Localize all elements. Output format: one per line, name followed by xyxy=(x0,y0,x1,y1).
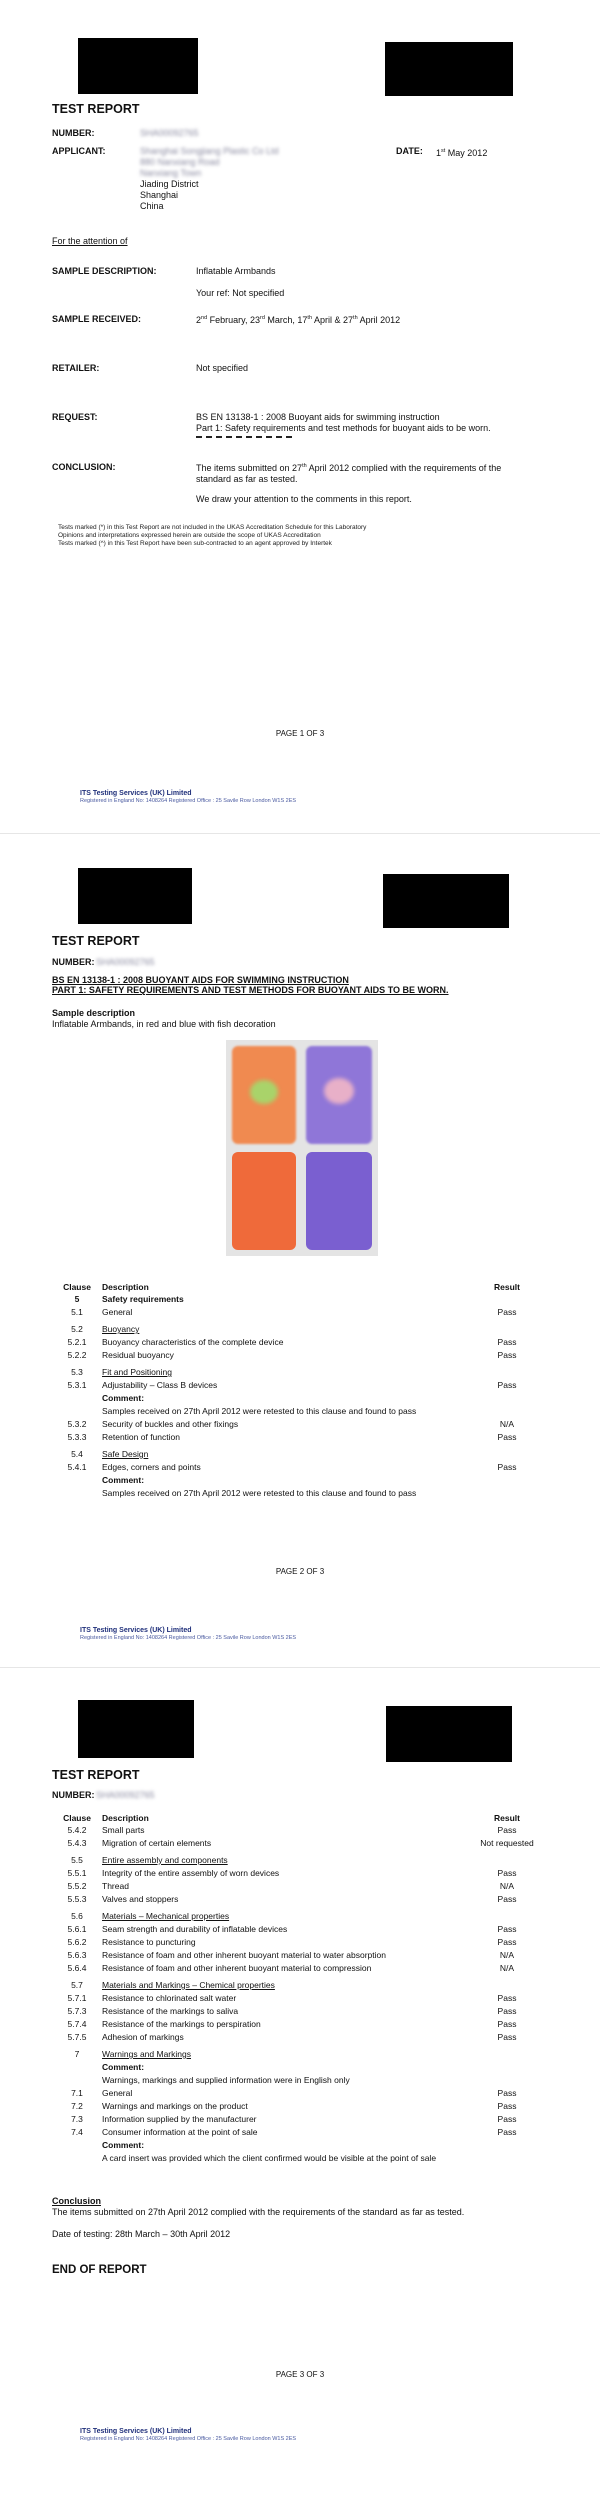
footer xyxy=(80,1627,296,1641)
clause-cell: 5.2 xyxy=(71,1324,83,1334)
applicant-label: APPLICANT: xyxy=(52,146,106,156)
fish-decoration-icon xyxy=(250,1080,278,1104)
page-number: PAGE 3 OF 3 xyxy=(275,2370,325,2379)
description-cell: Resistance of foam and other inherent buoyant material to compression xyxy=(102,1963,372,1973)
table-row xyxy=(52,1380,552,1393)
table-row xyxy=(52,2140,552,2153)
table-row xyxy=(52,2045,552,2062)
conclusion-label: CONCLUSION: xyxy=(52,462,116,472)
table-row xyxy=(52,1419,552,1432)
report-number-redacted: SHA00092765 xyxy=(96,957,155,967)
table-row xyxy=(52,1976,552,1993)
footer-registered: Registered in England No: 1408264 Registered Office : 25 Savile Row London W1S 2ES xyxy=(80,798,297,804)
clause-cell xyxy=(52,1406,102,1419)
result-header: Result xyxy=(494,1281,520,1292)
clause-cell xyxy=(52,2075,102,2088)
armband-blue-bottom xyxy=(306,1152,372,1250)
report-page-1 xyxy=(0,0,600,834)
standard-title: BS EN 13138-1 : 2008 BUOYANT AIDS FOR SWIMMING INSTRUCTION PART 1: SAFETY REQUIREMENTS AND TEST METHODS FOR BUOYANT AIDS TO BE WORN. xyxy=(52,975,449,995)
clause-cell: 7 xyxy=(74,2049,80,2059)
clause-cell: 7.4 xyxy=(71,2127,83,2137)
result-cell xyxy=(462,1445,552,1462)
dashed-rule xyxy=(196,436,292,438)
result-cell xyxy=(462,2140,552,2153)
description-cell: Resistance of foam and other inherent buoyant material to water absorption xyxy=(102,1950,386,1960)
clause-cell: 5.2.1 xyxy=(67,1337,87,1347)
result-cell: Pass xyxy=(497,1380,517,1390)
report-page-2 xyxy=(0,834,600,1668)
table-row xyxy=(52,2088,552,2101)
result-cell: Pass xyxy=(497,2019,517,2029)
description-cell: Materials – Mechanical properties xyxy=(102,1911,230,1921)
result-cell xyxy=(462,1976,552,1993)
result-cell: Pass xyxy=(497,1432,517,1442)
clause-cell xyxy=(52,1488,102,1501)
description-cell: Samples received on 27th April 2012 were retested to this clause and found to pass xyxy=(102,1488,417,1498)
description-cell: Security of buckles and other fixings xyxy=(102,1419,239,1429)
description-cell: Comment: xyxy=(102,2140,145,2150)
result-cell: Pass xyxy=(497,2114,517,2124)
end-of-report: END OF REPORT xyxy=(52,2264,147,2276)
table-row xyxy=(52,2019,552,2032)
conclusion-text: The items submitted on 27th April 2012 complied with the requirements of the standard as far as tested. xyxy=(52,2207,465,2217)
clause-cell: 5.3.3 xyxy=(67,1432,87,1442)
page-title: TEST REPORT xyxy=(52,934,140,948)
description-cell: Fit and Positioning xyxy=(102,1367,172,1377)
attention-line: For the attention of xyxy=(52,236,128,246)
clause-cell xyxy=(52,2153,102,2166)
description-cell: Comment: xyxy=(102,1475,145,1485)
clause-cell xyxy=(52,2062,102,2075)
clause-cell: 7.2 xyxy=(71,2101,83,2111)
clause-cell: 5.7.4 xyxy=(67,2019,87,2029)
result-cell: Pass xyxy=(497,2101,517,2111)
description-cell: Thread xyxy=(102,1881,129,1891)
conclusion-text: The items submitted on 27th April 2012 complied with the requirements of the standard as far as tested. xyxy=(196,463,502,484)
clause-cell: 5.4 xyxy=(71,1449,83,1459)
table-row xyxy=(52,1963,552,1976)
result-cell xyxy=(462,2075,552,2088)
table-row xyxy=(52,2101,552,2114)
table-row xyxy=(52,1907,552,1924)
sample-received-dates: 2nd February, 23rd March, 17th April & 27th April 2012 xyxy=(196,315,401,325)
description-cell: Comment: xyxy=(102,1393,145,1403)
table-row xyxy=(52,1320,552,1337)
table-row xyxy=(52,1868,552,1881)
result-cell: Not requested xyxy=(480,1838,534,1848)
redacted-logo-right xyxy=(385,42,513,96)
description-cell: Migration of certain elements xyxy=(102,1838,212,1848)
footer xyxy=(80,790,296,804)
description-cell: General xyxy=(102,2088,133,2098)
page-title: TEST REPORT xyxy=(52,102,140,116)
table-row xyxy=(52,1350,552,1363)
result-cell xyxy=(462,1320,552,1337)
description-cell: Entire assembly and components xyxy=(102,1855,228,1865)
description-cell: Safe Design xyxy=(102,1449,149,1459)
your-ref: Your ref: Not specified xyxy=(196,288,285,298)
clause-cell: 5.4.3 xyxy=(67,1838,87,1848)
footer-registered: Registered in England No: 1408264 Registered Office : 25 Savile Row London W1S 2ES xyxy=(80,2436,297,2442)
description-cell: Samples received on 27th April 2012 were retested to this clause and found to pass xyxy=(102,1406,417,1416)
conclusion-heading: Conclusion xyxy=(52,2196,101,2206)
result-cell: Pass xyxy=(497,1337,517,1347)
clause-cell: 7.1 xyxy=(71,2088,83,2098)
clause-cell: 5.6 xyxy=(71,1911,83,1921)
footer-company: ITS Testing Services (UK) Limited xyxy=(80,1627,192,1634)
redacted-logo-left xyxy=(78,868,192,924)
table-row xyxy=(52,1475,552,1488)
applicant-address: Jiading District Shanghai China xyxy=(140,179,199,211)
description-cell: Resistance of the markings to perspiration xyxy=(102,2019,261,2029)
table-row xyxy=(52,2075,552,2088)
table-header xyxy=(52,1279,552,1294)
redacted-logo-left xyxy=(78,38,198,94)
clause-cell: 5.6.1 xyxy=(67,1924,87,1934)
clause-cell: 5.6.3 xyxy=(67,1950,87,1960)
sample-description-label: SAMPLE DESCRIPTION: xyxy=(52,266,157,276)
table-row xyxy=(52,2006,552,2019)
clause-cell: 5.7.3 xyxy=(67,2006,87,2016)
footer-company: ITS Testing Services (UK) Limited xyxy=(80,790,192,797)
result-cell: Pass xyxy=(497,1307,517,1317)
clause-cell xyxy=(52,1393,102,1406)
retailer-value: Not specified xyxy=(196,363,249,373)
table-row xyxy=(52,1363,552,1380)
report-page-3 xyxy=(0,1668,600,2503)
clause-cell: 5.7.5 xyxy=(67,2032,87,2042)
clause-cell: 5.1 xyxy=(71,1307,83,1317)
clause-cell: 5.6.4 xyxy=(67,1963,87,1973)
report-date: 1st May 2012 xyxy=(436,148,488,158)
description-header: Description xyxy=(102,1281,149,1292)
clause-cell xyxy=(52,1475,102,1488)
result-cell: Pass xyxy=(497,1462,517,1472)
table-row xyxy=(52,1488,552,1501)
conclusion-note: We draw your attention to the comments in this report. xyxy=(196,494,412,504)
page-title: TEST REPORT xyxy=(52,1768,140,1782)
table-row xyxy=(52,1950,552,1963)
description-cell: Information supplied by the manufacturer xyxy=(102,2114,257,2124)
result-cell: N/A xyxy=(499,1950,515,1960)
description-cell: Adjustability – Class B devices xyxy=(102,1380,218,1390)
result-cell xyxy=(462,1851,552,1868)
redacted-logo-right xyxy=(383,874,509,928)
report-number-redacted: SHA00092765 xyxy=(140,128,199,138)
result-cell xyxy=(462,1393,552,1406)
result-cell xyxy=(462,1294,552,1307)
result-cell xyxy=(462,2045,552,2062)
results-table xyxy=(52,1810,552,2166)
description-cell: Resistance to puncturing xyxy=(102,1937,196,1947)
result-cell xyxy=(462,1475,552,1488)
description-cell: Warnings and markings on the product xyxy=(102,2101,248,2111)
table-row xyxy=(52,1393,552,1406)
description-cell: Residual buoyancy xyxy=(102,1350,174,1360)
result-cell: Pass xyxy=(497,2032,517,2042)
result-cell: Pass xyxy=(497,2006,517,2016)
footer-company: ITS Testing Services (UK) Limited xyxy=(80,2428,192,2435)
request-label: REQUEST: xyxy=(52,412,98,422)
table-row xyxy=(52,1838,552,1851)
sample-description-text: Inflatable Armbands, in red and blue with fish decoration xyxy=(52,1019,276,1029)
clause-header: Clause xyxy=(63,1281,91,1292)
clause-cell: 5.6.2 xyxy=(67,1937,87,1947)
table-row xyxy=(52,2114,552,2127)
description-cell: Small parts xyxy=(102,1825,145,1835)
redacted-logo-left xyxy=(78,1700,194,1758)
result-cell xyxy=(462,2062,552,2075)
result-cell: Pass xyxy=(497,1350,517,1360)
table-row xyxy=(52,1462,552,1475)
applicant-name-redacted: Shanghai Songjiang Plastic Co Ltd 880 Nanxiang Road Nanxiang Town xyxy=(140,146,279,178)
footer-registered: Registered in England No: 1408264 Registered Office : 25 Savile Row London W1S 2ES xyxy=(80,1635,297,1641)
result-cell: Pass xyxy=(497,1993,517,2003)
description-cell: Comment: xyxy=(102,2062,145,2072)
table-row xyxy=(52,1937,552,1950)
description-cell: Resistance of the markings to saliva xyxy=(102,2006,239,2016)
table-row xyxy=(52,1294,552,1307)
result-header: Result xyxy=(494,1812,520,1823)
number-label: NUMBER: xyxy=(52,1790,95,1800)
result-cell: Pass xyxy=(497,2088,517,2098)
result-cell xyxy=(462,1406,552,1419)
result-cell: Pass xyxy=(497,1825,517,1835)
table-row xyxy=(52,1894,552,1907)
clause-cell: 5 xyxy=(74,1294,80,1304)
sample-description: Inflatable Armbands xyxy=(196,266,276,276)
table-row xyxy=(52,1993,552,2006)
table-row xyxy=(52,1851,552,1868)
result-cell: Pass xyxy=(497,1894,517,1904)
clause-header: Clause xyxy=(63,1812,91,1823)
fish-decoration-icon xyxy=(324,1078,354,1104)
description-cell: Safety requirements xyxy=(102,1294,184,1304)
result-cell: N/A xyxy=(499,1963,515,1973)
number-label: NUMBER: xyxy=(52,957,95,967)
clause-cell: 7.3 xyxy=(71,2114,83,2124)
table-row xyxy=(52,1432,552,1445)
table-row xyxy=(52,2062,552,2075)
request-text: BS EN 13138-1 : 2008 Buoyant aids for swimming instruction Part 1: Safety requirements and test methods for buoyant aids to be worn. xyxy=(196,412,491,433)
result-cell: Pass xyxy=(497,1937,517,1947)
table-row xyxy=(52,1445,552,1462)
description-cell: Edges, corners and points xyxy=(102,1462,201,1472)
number-label: NUMBER: xyxy=(52,128,95,138)
description-cell: Valves and stoppers xyxy=(102,1894,179,1904)
description-cell: Warnings and Markings xyxy=(102,2049,191,2059)
result-cell: N/A xyxy=(499,1419,515,1429)
description-cell: Materials and Markings – Chemical properties xyxy=(102,1980,275,1990)
result-cell: Pass xyxy=(497,2127,517,2137)
date-of-testing: Date of testing: 28th March – 30th April 2012 xyxy=(52,2229,231,2239)
clause-cell: 5.3 xyxy=(71,1367,83,1377)
report-number-redacted: SHA00092765 xyxy=(96,1790,155,1800)
redacted-logo-right xyxy=(386,1706,512,1762)
table-row xyxy=(52,2153,552,2166)
retailer-label: RETAILER: xyxy=(52,363,100,373)
sample-photo xyxy=(226,1040,378,1256)
clause-cell: 5.2.2 xyxy=(67,1350,87,1360)
clause-cell: 5.7 xyxy=(71,1980,83,1990)
clause-cell: 5.3.2 xyxy=(67,1419,87,1429)
result-cell xyxy=(462,1488,552,1501)
clause-cell: 5.5.1 xyxy=(67,1868,87,1878)
result-cell xyxy=(462,1363,552,1380)
armband-red-bottom xyxy=(232,1152,296,1250)
description-cell: Buoyancy xyxy=(102,1324,140,1334)
clause-cell: 5.5.2 xyxy=(67,1881,87,1891)
table-row xyxy=(52,1307,552,1320)
description-cell: Consumer information at the point of sale xyxy=(102,2127,258,2137)
clause-cell xyxy=(52,2140,102,2153)
result-cell xyxy=(462,2153,552,2166)
table-row xyxy=(52,1881,552,1894)
table-row xyxy=(52,1825,552,1838)
description-cell: A card insert was provided which the client confirmed would be visible at the point of sale xyxy=(102,2153,437,2163)
description-cell: Resistance to chlorinated salt water xyxy=(102,1993,237,2003)
clause-cell: 5.7.1 xyxy=(67,1993,87,2003)
accreditation-notes: Tests marked (*) in this Test Report are not included in the UKAS Accreditation Schedule for this Laboratory Opinions and interpretations expressed herein are outside the scope of UKAS Accreditation Tests marked (^) in this Test Report have been sub-contracted to an agent approved by Intertek xyxy=(58,524,367,547)
result-cell xyxy=(462,1907,552,1924)
description-cell: Warnings, markings and supplied information were in English only xyxy=(102,2075,350,2085)
clause-cell: 5.5 xyxy=(71,1855,83,1865)
result-cell: Pass xyxy=(497,1924,517,1934)
description-cell: Buoyancy characteristics of the complete device xyxy=(102,1337,284,1347)
sample-description-heading: Sample description xyxy=(52,1008,136,1018)
description-cell: Retention of function xyxy=(102,1432,180,1442)
clause-cell: 5.5.3 xyxy=(67,1894,87,1904)
sample-received-label: SAMPLE RECEIVED: xyxy=(52,314,142,324)
table-row xyxy=(52,1924,552,1937)
table-row xyxy=(52,2127,552,2140)
description-cell: Integrity of the entire assembly of worn devices xyxy=(102,1868,280,1878)
description-header: Description xyxy=(102,1812,149,1823)
results-table xyxy=(52,1279,552,1501)
clause-cell: 5.3.1 xyxy=(67,1380,87,1390)
table-header xyxy=(52,1810,552,1825)
clause-cell: 5.4.2 xyxy=(67,1825,87,1835)
page-number: PAGE 2 OF 3 xyxy=(275,1567,325,1576)
page-number: PAGE 1 OF 3 xyxy=(275,729,325,738)
date-label: DATE: xyxy=(396,146,423,156)
result-cell: N/A xyxy=(499,1881,515,1891)
description-cell: Adhesion of markings xyxy=(102,2032,184,2042)
table-row xyxy=(52,1406,552,1419)
result-cell: Pass xyxy=(497,1868,517,1878)
clause-cell: 5.4.1 xyxy=(67,1462,87,1472)
table-row xyxy=(52,1337,552,1350)
table-row xyxy=(52,2032,552,2045)
footer xyxy=(80,2428,296,2442)
description-cell: Seam strength and durability of inflatable devices xyxy=(102,1924,288,1934)
description-cell: General xyxy=(102,1307,133,1317)
